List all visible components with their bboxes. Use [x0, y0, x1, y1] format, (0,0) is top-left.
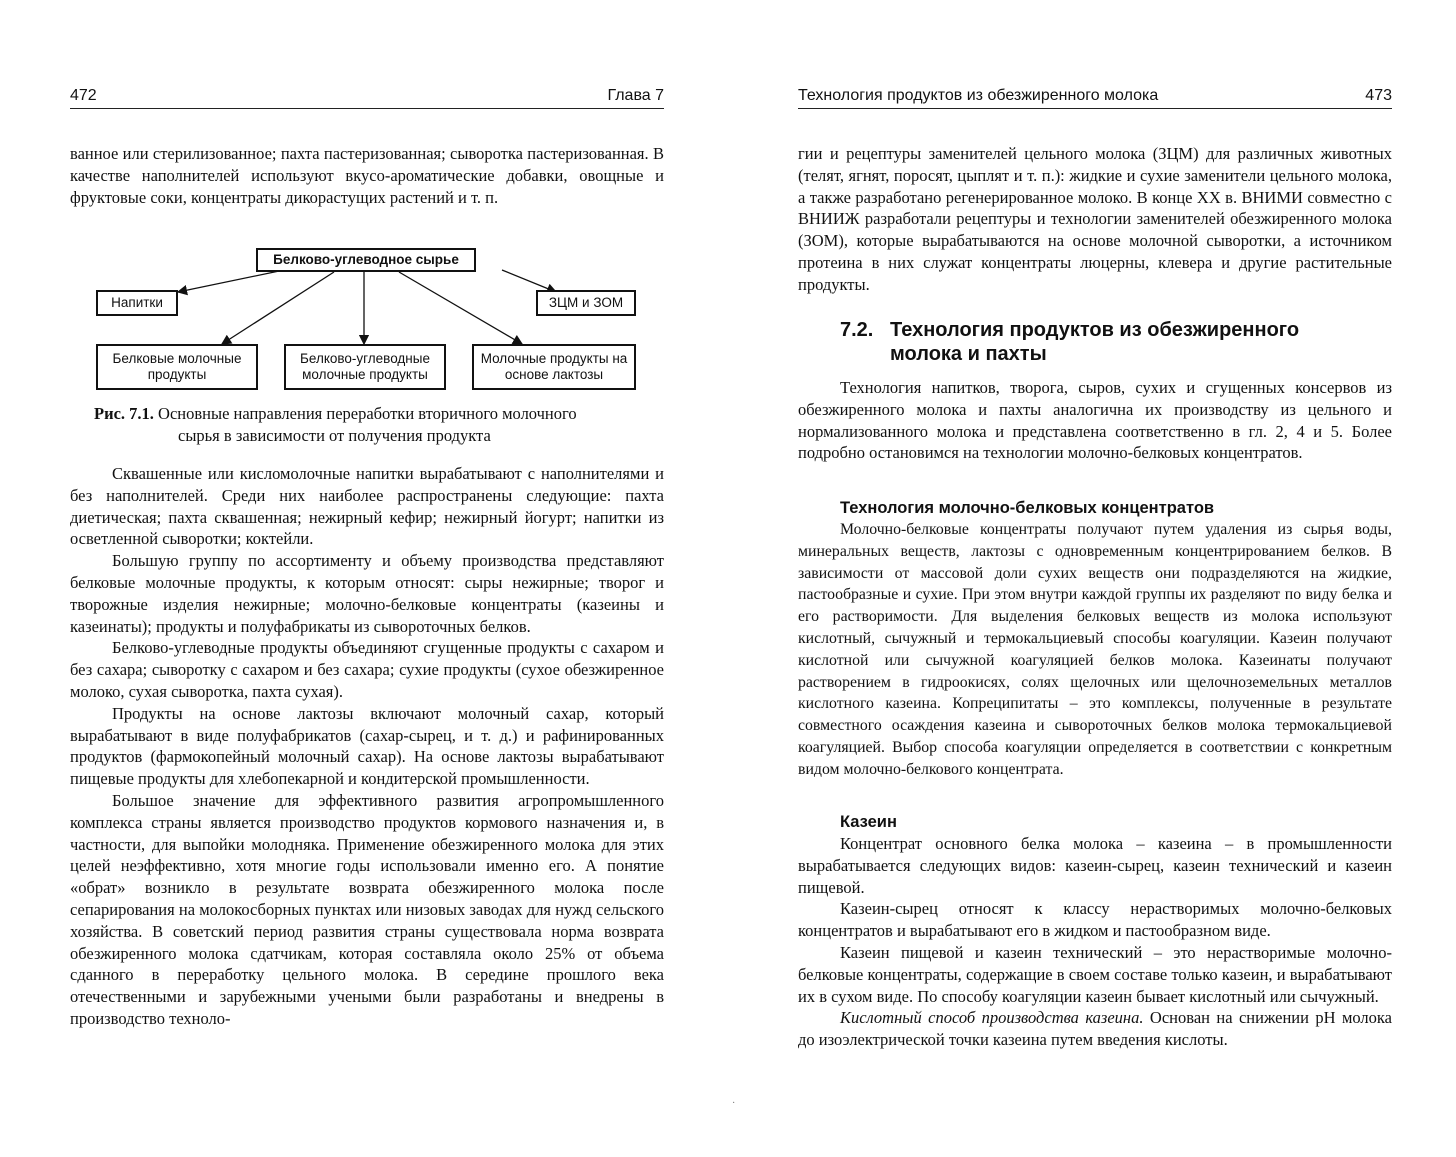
left-paragraph: Большую группу по ассортименту и объему производства представляют белковые молочные продукты, к которым относят: сыры нежирные; творог и творожные изделия нежирные; молочно-белковые концентраты (казеины и казеинаты); продукты и полуфабрикаты из сывороточных белков. [70, 551, 664, 636]
section-heading [798, 318, 1360, 366]
gutter-mark: · [732, 1098, 736, 1109]
acid-method-text: Основан на снижении pH молока до изоэлектрической точки казеина путем введения кислоты. [798, 1008, 1393, 1050]
diagram-drinks-box: Напитки [96, 290, 178, 316]
subheading-casein: Казеин [840, 813, 897, 831]
left-paragraph: Продукты на основе лактозы включают молочный сахар, который вырабатывают в виде полуфабрикатов (сахар-сырец, и т. д.) и рафинированных продуктов (фармокопейный молочный сахар). На основе лактозы вырабатывают пищевые продукты для хлебопекарной и кондитерской промышленности. [70, 703, 664, 789]
left-top-paragraph: ванное или стерилизованное; пахта пастеризованная; сыворотка пастеризованная. В качестве наполнителей используют вкусо-ароматические добавки, овощные и фруктовые соки, концентраты дикорастущих растений и т. п. [70, 144, 664, 207]
figure-label: Рис. 7.1. [94, 404, 154, 423]
diagram-protein-carb-box: Белково-углеводные молочные продукты [284, 344, 446, 390]
left-paragraph: Большое значение для эффективного развития агропромышленного комплекса страны является производство продуктов кормового назначения и, в частности, для выпойки молодняка. Применение обезжиренного молока для этих целей неэффективно, хотя многие годы использовали именно его. А понятие «обрат» возникло в результате возврата обезжиренного молока после сепарирования на молокосборных пунктах или низовых заводах для нужд сельского хозяйства. В советский период развития страны существовала норма возврата обезжиренного молока сдатчикам, которая составляла около 25% от объема сданного в переработку цельного молока. В середине прошлого века отечественными и зарубежными учеными были разработаны и внедрены в производство техноло- [70, 790, 664, 1028]
figure-caption [94, 403, 654, 447]
arrow-to-zcm [502, 270, 556, 292]
left-running-head [70, 86, 664, 109]
arrow-to-lactose [399, 272, 522, 344]
left-running-title: Глава 7 [607, 87, 664, 104]
figure-7-1-diagram [94, 246, 638, 392]
casein-paragraph: Казеин-сырец относят к классу нерастворимых молочно-белковых концентратов и вырабатывают его в жидком и пастообразном виде. [798, 899, 1392, 941]
section-title-line2: молока и пахты [890, 343, 1047, 365]
left-main-text [70, 463, 664, 1030]
left-page-number: 472 [70, 87, 97, 104]
acid-method-term: Кислотный способ производства казеина. [840, 1008, 1144, 1028]
section-intro [798, 377, 1392, 464]
section-paragraph: Технология напитков, творога, сыров, сухих и сгущенных консервов из обезжиренного молока и пахты аналогична их производству из цельного и нормализованного молока и представлена соответственно в гл. 2, 4 и 5. Более подробно остановимся на технологии молочно-белковых концентратов. [798, 378, 1392, 463]
subsection-casein [798, 811, 1392, 1051]
casein-paragraph: Казеин пищевой и казеин технический – это нерастворимые молочно-белковые концентраты, содержащие в своем составе только казеин, и вырабатывают их в сухом виде. По способу коагуляции казеин бывает кислотный или сычужный. [798, 942, 1392, 1006]
arrow-to-protein [222, 272, 334, 344]
right-page-number: 473 [1365, 87, 1392, 104]
figure-caption-line1: Основные направления переработки вторичного молочного [158, 404, 577, 423]
left-top-text [70, 143, 664, 208]
figure-caption-line2: сырья в зависимости от получения продукта [178, 425, 491, 445]
diagram-lactose-box: Молочные продукты на основе лактозы [472, 344, 636, 390]
diagram-protein-box: Белковые молочные продукты [96, 344, 258, 390]
casein-paragraph: Концентрат основного белка молока – казеина – в промышленности вырабатывается следующих видов: казеин-сырец, казеин технический и казеин пищевой. [798, 834, 1392, 897]
right-top-paragraph: гии и рецептуры заменителей цельного молока (ЗЦМ) для различных животных (телят, ягнят, поросят, цыплят и т. п.): жидкие и сухие заменители цельного молока, а также разработано регенерированное молоко. В конце XX в. ВНИМИ совместно с ВНИИЖ разработали рецептуры и технологии заменителей обезжиренного молока (ЗОМ), которые вырабатываются на основе молочной сыворотки, а источником протеина в них служат концентраты люцерны, клевера и другие растительные продукты. [798, 144, 1392, 294]
diagram-zcm-box: ЗЦМ и ЗОМ [536, 290, 636, 316]
subsection-concentrates [798, 497, 1392, 781]
section-heading-wrap [798, 318, 1392, 366]
subheading-concentrates: Технология молочно-белковых концентратов [840, 499, 1215, 517]
casein-acid-method-paragraph [798, 1007, 1392, 1051]
concentrates-paragraph: Молочно-белковые концентраты получают путем удаления из сырья воды, минеральных веществ, лактозы с одновременным концентрированием белков. В зависимости от массовой доли сухих веществ они подразделяются на жидкие, пастообразные и сухие. При этом внутри каждой группы их разделяют по виду белка и его растворимости. Для выделения белковых веществ из молока используют кислотный, сычужный и термокальциевый способы коагуляции. Казеин получают кислотной или сычужной коагуляцией белков молока. Казеинаты получают растворением в гидроокисях, солях щелочных или щелочноземельных металлов кислотного казеина. Копреципитаты – это комплексы, полученные в результате совместного осаждения казеина и сывороточных белков молока термокальциевой коагуляцией. Выбор способа коагуляции определяется в соответствии с конкретным видом молочно-белкового концентрата. [798, 521, 1392, 778]
section-number: 7.2. [840, 319, 874, 341]
left-paragraph: Сквашенные или кисломолочные напитки вырабатывают с наполнителями и без наполнителей. Среди них наиболее распространены следующие: пахта диетическая; пахта сквашенная; нежирный кефир; нежирный йогурт; напитки из осветленной сыворотки; коктейли. [70, 464, 664, 549]
right-running-head [798, 86, 1392, 109]
arrow-to-drinks [178, 270, 284, 292]
right-top-section [798, 143, 1392, 296]
right-running-title: Технология продуктов из обезжиренного молока [798, 87, 1159, 104]
diagram-root-box: Белково-углеводное сырье [256, 248, 476, 272]
left-paragraph: Белково-углеводные продукты объединяют сгущенные продукты с сахаром и без сахара; сыворотку с сахаром и без сахара; сухие продукты (сухое обезжиренное молоко, сухая сыворотка, пахта сухая). [70, 638, 664, 701]
section-title-line1: Технология продуктов из обезжиренного [890, 319, 1300, 341]
